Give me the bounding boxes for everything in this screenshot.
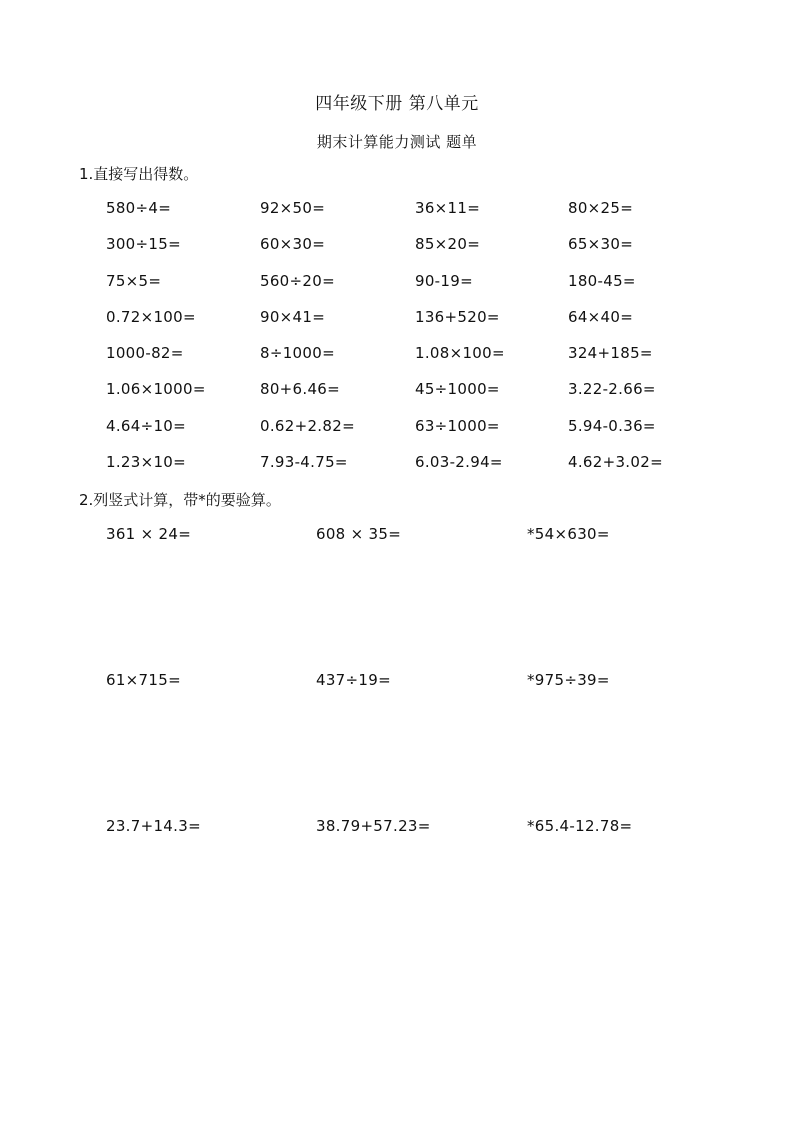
problem-item: 580÷4= bbox=[106, 199, 172, 217]
problem-item: 0.62+2.82= bbox=[260, 416, 355, 435]
problem-item: 608 × 35= bbox=[316, 525, 402, 543]
problem-item: 1.08×100= bbox=[415, 344, 505, 363]
problem-item: 90-19= bbox=[415, 271, 473, 290]
problem-item: *54×630= bbox=[527, 525, 610, 543]
problem-item: 61×715= bbox=[106, 671, 181, 689]
problem-item: 80×25= bbox=[568, 199, 634, 217]
problem-item: 90×41= bbox=[260, 307, 326, 326]
page-subtitle: 期末计算能力测试 题单 bbox=[316, 133, 478, 151]
problem-item: 437÷19= bbox=[316, 671, 391, 689]
section-1-heading: 1.直接写出得数。 bbox=[79, 165, 199, 183]
problem-item: 1000-82= bbox=[106, 344, 184, 363]
problem-row bbox=[106, 199, 726, 235]
problem-row bbox=[106, 817, 726, 963]
problem-row bbox=[106, 453, 726, 489]
problem-item: 85×20= bbox=[415, 235, 481, 254]
problem-item: 60×30= bbox=[260, 235, 326, 254]
problem-item: 6.03-2.94= bbox=[415, 453, 503, 472]
problem-row bbox=[106, 671, 726, 817]
problem-item: 92×50= bbox=[260, 199, 326, 217]
problem-row bbox=[106, 525, 726, 671]
problem-item: 180-45= bbox=[568, 271, 636, 290]
problem-row bbox=[106, 380, 726, 416]
problem-item: *65.4-12.78= bbox=[527, 817, 633, 835]
problem-item: *975÷39= bbox=[527, 671, 610, 689]
problem-item: 38.79+57.23= bbox=[316, 817, 431, 835]
problem-row bbox=[106, 417, 726, 453]
mental-math-grid bbox=[106, 199, 726, 489]
problem-item: 7.93-4.75= bbox=[260, 453, 348, 472]
problem-item: 23.7+14.3= bbox=[106, 817, 201, 835]
problem-item: 36×11= bbox=[415, 199, 481, 217]
problem-item: 75×5= bbox=[106, 271, 162, 290]
problem-item: 0.72×100= bbox=[106, 307, 196, 326]
problem-item: 560÷20= bbox=[260, 271, 335, 290]
problem-item: 1.23×10= bbox=[106, 453, 187, 472]
problem-item: 136+520= bbox=[415, 307, 500, 326]
problem-item: 1.06×1000= bbox=[106, 380, 206, 399]
problem-item: 65×30= bbox=[568, 235, 634, 254]
problem-item: 3.22-2.66= bbox=[568, 380, 656, 399]
problem-item: 4.62+3.02= bbox=[568, 453, 663, 472]
problem-item: 63÷1000= bbox=[415, 416, 500, 435]
vertical-calc-grid bbox=[106, 525, 726, 963]
problem-item: 45÷1000= bbox=[415, 380, 500, 399]
problem-row bbox=[106, 272, 726, 308]
problem-row bbox=[106, 344, 726, 380]
problem-item: 64×40= bbox=[568, 307, 634, 326]
problem-item: 324+185= bbox=[568, 344, 653, 363]
problem-item: 361 × 24= bbox=[106, 525, 192, 543]
problem-item: 8÷1000= bbox=[260, 344, 335, 363]
problem-item: 5.94-0.36= bbox=[568, 416, 656, 435]
problem-row bbox=[106, 308, 726, 344]
page-title: 四年级下册 第八单元 bbox=[315, 94, 479, 114]
problem-item: 4.64÷10= bbox=[106, 416, 187, 435]
section-2-heading: 2.列竖式计算，带*的要验算。 bbox=[79, 491, 281, 509]
problem-row bbox=[106, 235, 726, 271]
problem-item: 80+6.46= bbox=[260, 380, 341, 399]
problem-item: 300÷15= bbox=[106, 235, 181, 254]
